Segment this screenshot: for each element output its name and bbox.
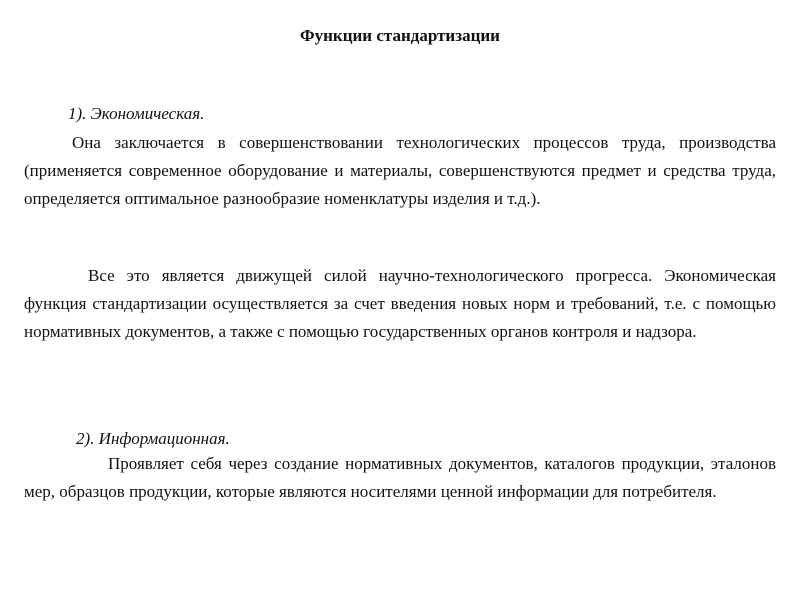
section-heading-economic: 1). Экономическая.	[68, 104, 205, 123]
section-heading-informational: 2). Информационная.	[76, 429, 230, 448]
paragraph-economic-1: Она заключается в совершенствовании технологических процессов труда, производства (применяется современное оборудование и материалы, совершенствуются предмет и средства труда, определяется оптимальное разнообразие номенклатуры изделия и т.д.).	[24, 133, 776, 208]
paragraph-informational-1: Проявляет себя через создание нормативных документов, каталогов продукции, эталонов мер, образцов продукции, которые являются носителями ценной информации для потребителя.	[24, 454, 776, 501]
slide-title: Функции стандартизации	[300, 26, 500, 45]
paragraph-economic-2: Все это является движущей силой научно-технологического прогресса. Экономическая функция стандартизации осуществляется за счет введения новых норм и требований, т.е. с помощью нормативных документов, а также с помощью государственных органов контроля и надзора.	[24, 266, 776, 341]
